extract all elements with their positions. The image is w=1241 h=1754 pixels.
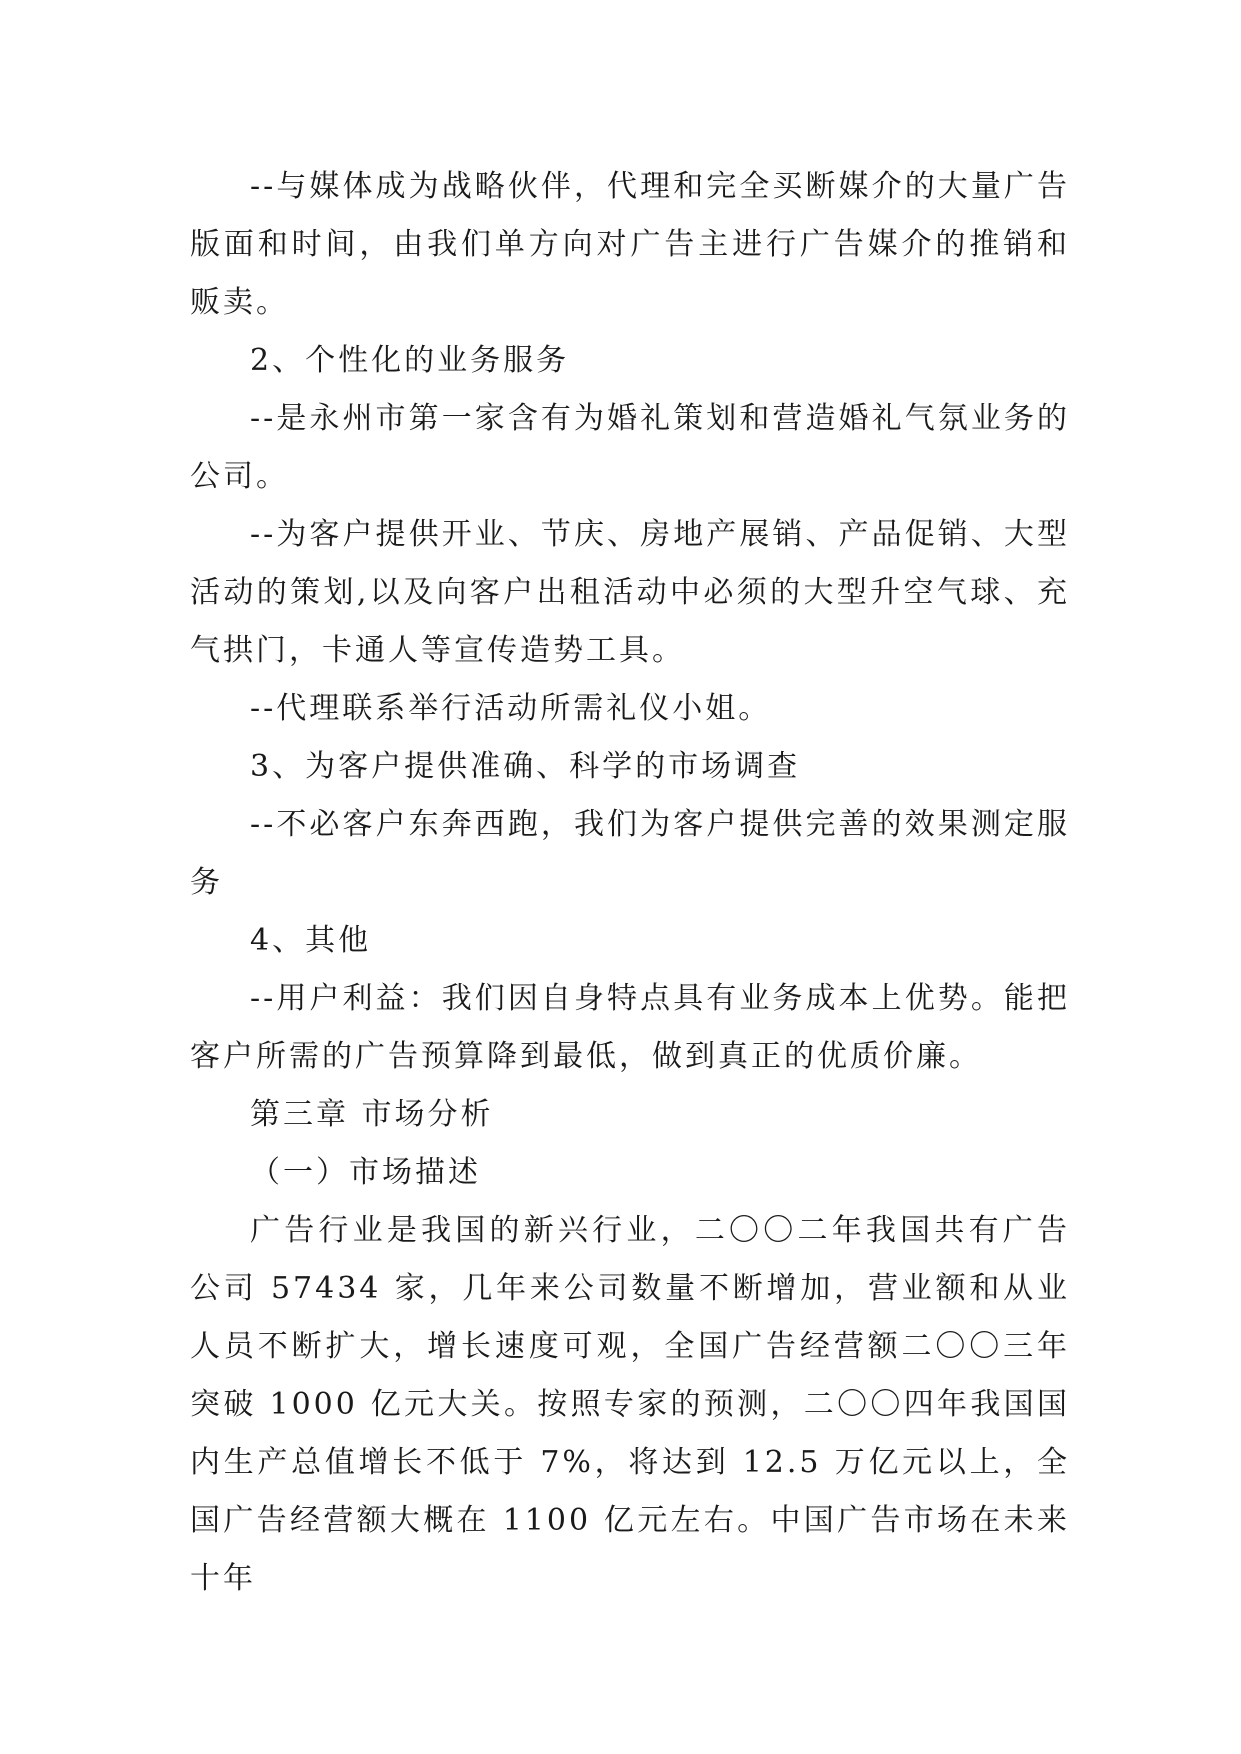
paragraph-media-partnership: --与媒体成为战略伙伴，代理和完全买断媒介的大量广告版面和时间，由我们单方向对广告主进行广告媒介的推销和贩卖。 (190, 169, 1070, 320)
section-heading-other: 4、其他 (250, 923, 372, 958)
paragraph-industry-overview: 广告行业是我国的新兴行业，二〇〇二年我国共有广告公司 57434 家，几年来公司数量不断增加，营业额和从业人员不断扩大，增长速度可观，全国广告经营额二〇〇三年突破 1000 亿元大关。按照专家的预测，二〇〇四年我国国内生产总值增长不低于 7%，将达到 12.5 万亿元以上，全国广告经营额大概在 1100 亿元左右。中国广告市场在未来十年 (190, 1213, 1070, 1596)
paragraph-wedding-planning: --是永州市第一家含有为婚礼策划和营造婚礼气氛业务的公司。 (190, 401, 1070, 494)
subsection-heading-market-description: （一）市场描述 (250, 1155, 481, 1190)
section-heading-market-research: 3、为客户提供准确、科学的市场调查 (250, 749, 801, 784)
paragraph-etiquette-staff: --代理联系举行活动所需礼仪小姐。 (250, 691, 772, 726)
paragraph-effect-measurement: --不必客户东奔西跑，我们为客户提供完善的效果测定服务 (190, 807, 1070, 900)
chapter-heading-market-analysis: 第三章 市场分析 (250, 1097, 494, 1132)
paragraph-user-benefit: --用户利益：我们因自身特点具有业务成本上优势。能把客户所需的广告预算降到最低，做到真正的优质价廉。 (190, 981, 1070, 1074)
document-body (190, 158, 1070, 1608)
section-heading-personalized-service: 2、个性化的业务服务 (250, 343, 570, 378)
paragraph-event-planning: --为客户提供开业、节庆、房地产展销、产品促销、大型活动的策划,以及向客户出租活动中必须的大型升空气球、充气拱门，卡通人等宣传造势工具。 (190, 517, 1070, 668)
